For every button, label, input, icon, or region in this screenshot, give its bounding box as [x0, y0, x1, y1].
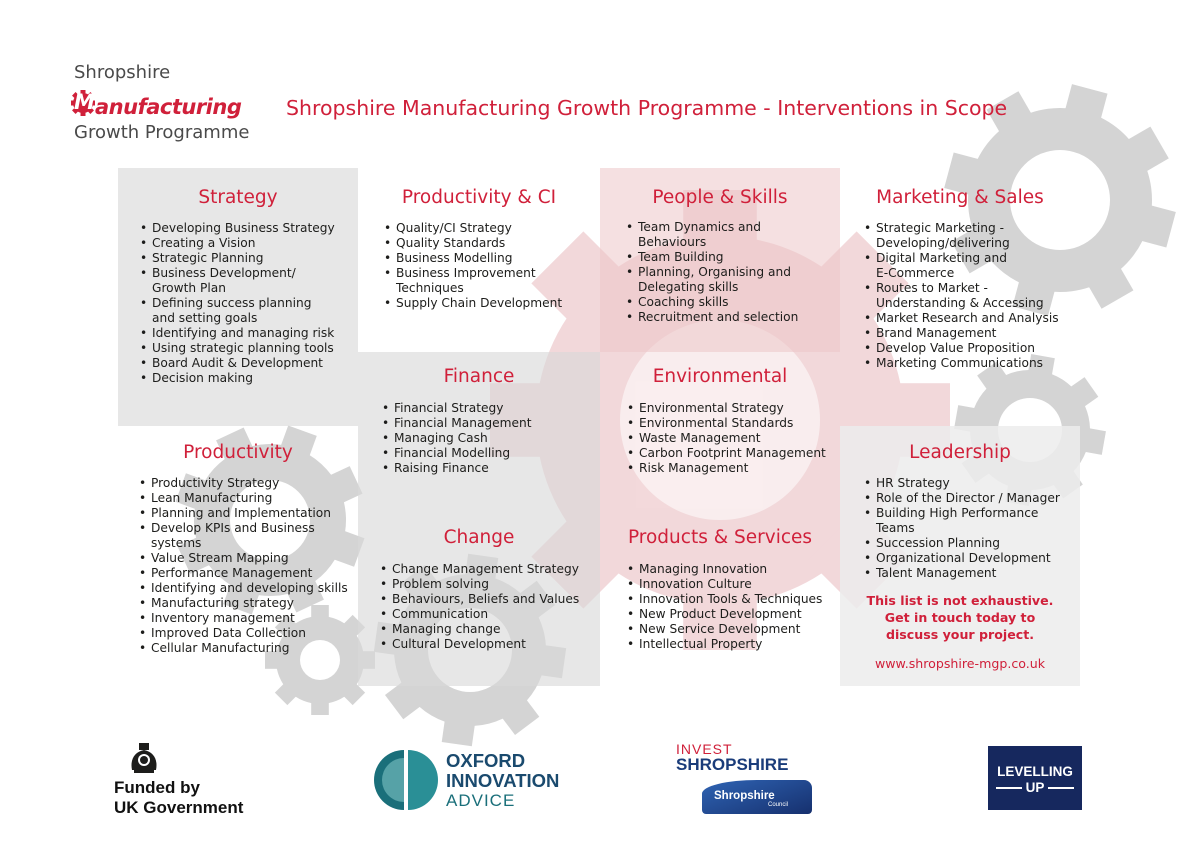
list-item: • Defining success planning and setting goals	[140, 296, 330, 326]
list-item: • Recruitment and selection	[626, 310, 826, 325]
list-item: • Environmental Strategy	[627, 401, 837, 416]
list-item: • Business Modelling	[384, 251, 574, 266]
list-item: • Digital Marketing and E-Commerce	[864, 251, 1016, 281]
notice-line2: Get in touch today to	[884, 610, 1036, 625]
invest-line1: INVEST	[676, 741, 733, 757]
ukgov-line2: UK Government	[114, 798, 244, 817]
list-change	[380, 562, 595, 652]
list-item: • Managing Innovation	[627, 562, 837, 577]
notice-line3: discuss your project.	[885, 627, 1035, 642]
list-item: • Building High Performance Teams	[864, 506, 1056, 536]
list-item: • Developing Business Strategy	[140, 221, 352, 236]
list-item: • Board Audit & Development	[140, 356, 352, 371]
list-item: • Quality Standards	[384, 236, 574, 251]
panel-title: Environmental	[652, 366, 788, 387]
list-item: • Intellectual Property	[627, 637, 837, 652]
list-item: • Managing Cash	[382, 431, 582, 446]
list-item: • Environmental Standards	[627, 416, 837, 431]
website-link[interactable]: www.shropshire-mgp.co.uk	[874, 656, 1046, 671]
list-item: • Creating a Vision	[140, 236, 352, 251]
list-people-skills	[626, 220, 826, 325]
logo-gear-m-icon: M	[73, 88, 95, 114]
list-item: • Develop KPIs and Business systems	[139, 521, 321, 551]
list-item: • Problem solving	[380, 577, 595, 592]
logo-oxford-innovation-advice	[374, 748, 574, 812]
panel-title: Strategy	[198, 187, 278, 208]
logo-levelling-up	[988, 746, 1082, 810]
list-item: • Role of the Director / Manager	[864, 491, 1076, 506]
list-leadership	[864, 476, 1076, 581]
panel-leadership	[840, 426, 1080, 686]
list-item: • Change Management Strategy	[380, 562, 595, 577]
council-badge	[702, 780, 812, 814]
notice-text	[840, 592, 1080, 643]
list-item: • Strategic Planning	[140, 251, 352, 266]
list-item: • Risk Management	[627, 461, 837, 476]
list-item: • Performance Management	[139, 566, 354, 581]
list-item: • Team Dynamics and Behaviours	[626, 220, 826, 250]
list-products-services	[627, 562, 837, 652]
logo-uk-government	[110, 740, 260, 820]
list-item: • Innovation Culture	[627, 577, 837, 592]
panel-productivity	[118, 426, 358, 686]
list-item: • Cultural Development	[380, 637, 595, 652]
council-sub: Council	[768, 802, 789, 808]
panel-strategy	[118, 168, 358, 426]
list-item: • Coaching skills	[626, 295, 826, 310]
list-productivity	[139, 476, 354, 656]
list-item: • Communication	[380, 607, 595, 622]
list-strategy	[140, 221, 352, 386]
list-item: • Waste Management	[627, 431, 837, 446]
logo-manufacturing: M anufacturing	[73, 88, 241, 118]
list-item: • Manufacturing strategy	[139, 596, 354, 611]
list-item: • Using strategic planning tools	[140, 341, 352, 356]
panel-title: Productivity	[183, 442, 293, 463]
list-marketing-sales	[864, 221, 1076, 371]
list-item: • Innovation Tools & Techniques	[627, 592, 837, 607]
list-item: • Improved Data Collection	[139, 626, 354, 641]
oia-line2: INNOVATION	[446, 770, 560, 791]
panel-title: Change	[443, 527, 515, 548]
list-item: • Lean Manufacturing	[139, 491, 354, 506]
list-item: • Financial Modelling	[382, 446, 582, 461]
list-item: • Organizational Development	[864, 551, 1076, 566]
list-item: • Cellular Manufacturing	[139, 641, 354, 656]
panel-marketing-sales	[840, 168, 1080, 426]
panel-title: Products & Services	[627, 527, 813, 548]
panel-title: Marketing & Sales	[876, 187, 1044, 208]
list-item: • Succession Planning	[864, 536, 1076, 551]
panel-change	[358, 500, 600, 686]
list-item: • Brand Management	[864, 326, 1076, 341]
list-item: • Value Stream Mapping	[139, 551, 354, 566]
panel-people-skills	[600, 168, 840, 352]
list-item: • Inventory management	[139, 611, 354, 626]
logo-invest-shropshire	[676, 742, 826, 818]
ukgov-line1: Funded by	[114, 778, 200, 797]
list-item: • Strategic Marketing - Developing/delivering	[864, 221, 1026, 251]
list-item: • Talent Management	[864, 566, 1076, 581]
panel-products-services	[600, 500, 840, 686]
panel-title: Leadership	[909, 442, 1011, 463]
list-finance	[382, 401, 582, 476]
notice-line1: This list is not exhaustive.	[866, 593, 1054, 608]
oia-emblem-icon	[374, 748, 438, 812]
page-title: Shropshire Manufacturing Growth Programme - Interventions in Scope	[286, 96, 1008, 120]
list-item: • Raising Finance	[382, 461, 582, 476]
list-item: • New Service Development	[627, 622, 837, 637]
list-item: • Identifying and developing skills	[139, 581, 354, 596]
list-item: • Quality/CI Strategy	[384, 221, 574, 236]
invest-line2: SHROPSHIRE	[676, 755, 789, 774]
levelling-line1: LEVELLING	[997, 764, 1073, 779]
list-item: • Managing change	[380, 622, 595, 637]
list-item: • Planning and Implementation	[139, 506, 354, 521]
list-item: • Decision making	[140, 371, 352, 386]
panel-title: Productivity & CI	[401, 187, 557, 208]
list-item: • Develop Value Proposition	[864, 341, 1076, 356]
list-item: • Business Improvement Techniques	[384, 266, 546, 296]
logo-shropshire: Shropshire	[74, 62, 171, 83]
list-item: • Behaviours, Beliefs and Values	[380, 592, 595, 607]
levelling-line2: UP	[1025, 780, 1045, 795]
list-item: • Planning, Organising and Delegating skills	[626, 265, 798, 295]
list-item: • Financial Strategy	[382, 401, 582, 416]
panel-finance	[358, 352, 600, 500]
list-item: • Market Research and Analysis	[864, 311, 1076, 326]
panel-productivity-ci	[358, 168, 600, 352]
list-item: • Carbon Footprint Management	[627, 446, 837, 461]
oia-line3: ADVICE	[446, 791, 516, 810]
council-name: Shropshire	[714, 790, 775, 802]
list-item: • New Product Development	[627, 607, 837, 622]
list-item: • Team Building	[626, 250, 826, 265]
list-item: • Productivity Strategy	[139, 476, 354, 491]
oia-line1: OXFORD	[446, 750, 526, 771]
list-item: • Routes to Market - Understanding & Accessing	[864, 281, 1056, 311]
list-environmental	[627, 401, 837, 476]
list-item: • Identifying and managing risk	[140, 326, 352, 341]
panel-title: Finance	[443, 366, 515, 387]
royal-crest-icon	[124, 740, 164, 776]
panel-environmental	[600, 352, 840, 500]
list-productivity-ci	[384, 221, 574, 311]
list-item: • Marketing Communications	[864, 356, 1076, 371]
list-item: • HR Strategy	[864, 476, 1076, 491]
list-item: • Supply Chain Development	[384, 296, 574, 311]
logo-growth-programme: Growth Programme	[74, 122, 250, 143]
list-item: • Financial Management	[382, 416, 582, 431]
list-item: • Business Development/ Growth Plan	[140, 266, 352, 296]
panel-title: People & Skills	[652, 187, 788, 208]
